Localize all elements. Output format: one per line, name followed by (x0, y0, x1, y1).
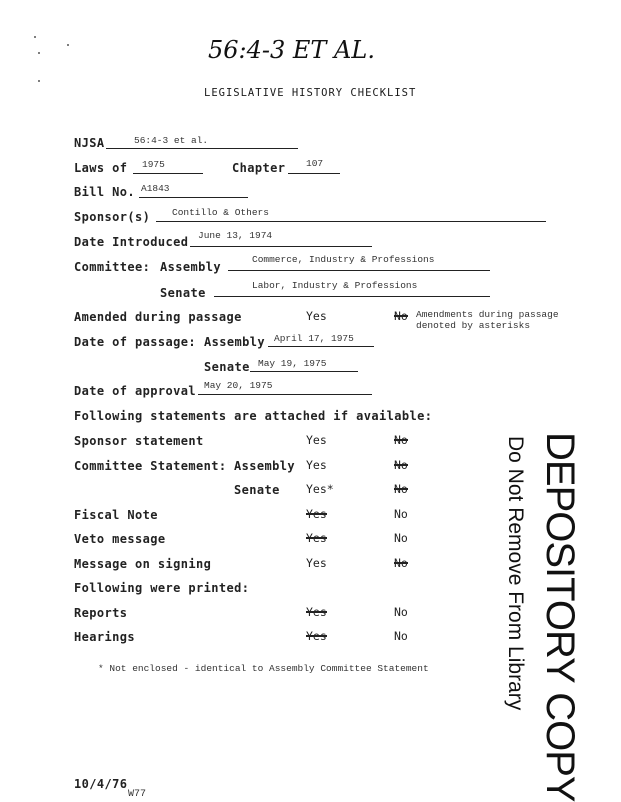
message-signing-no-struck: No (394, 556, 408, 570)
date-passage-assembly-value: April 17, 1975 (274, 333, 354, 344)
committee-assembly-underline (228, 270, 490, 271)
depository-stamp-line2: Do Not Remove From Library (504, 436, 527, 711)
bill-label: Bill No. (74, 185, 135, 199)
message-signing-label: Message on signing (74, 557, 212, 571)
scan-speck (38, 52, 40, 54)
date-passage-label: Date of passage: (74, 335, 196, 349)
statements-heading: Following statements are attached if available: (74, 409, 433, 423)
message-signing-no (394, 556, 408, 570)
committee-senate-label: Senate (160, 286, 206, 300)
chapter-value: 107 (306, 158, 324, 169)
laws-label: Laws of (74, 161, 128, 175)
message-signing-yes: Yes (306, 556, 327, 570)
committee-statement-assembly-no (394, 458, 408, 472)
fiscal-note-yes-struck: Yes (306, 507, 327, 521)
njsa-underline (106, 148, 298, 149)
date-passage-senate-value: May 19, 1975 (258, 358, 327, 369)
date-approval-label: Date of approval (74, 384, 196, 398)
veto-message-yes-struck: Yes (306, 531, 327, 545)
committee-statement-assembly-no-struck: No (394, 458, 408, 472)
veto-message-label: Veto message (74, 532, 166, 546)
hearings-yes-struck: Yes (306, 629, 327, 643)
scan-speck (34, 36, 36, 38)
sponsor-statement-label: Sponsor statement (74, 434, 204, 448)
committee-label: Committee: (74, 260, 151, 274)
hearings-label: Hearings (74, 630, 135, 644)
fiscal-note-yes (306, 507, 327, 521)
sponsor-statement-yes: Yes (306, 433, 327, 447)
sponsor-value: Contillo & Others (172, 207, 269, 218)
laws-underline (133, 173, 203, 174)
footnote: * Not enclosed - identical to Assembly Committee Statement (98, 663, 429, 674)
reports-no: No (394, 605, 408, 619)
veto-message-no: No (394, 531, 408, 545)
depository-stamp-line1: DEPOSITORY COPY (538, 432, 582, 802)
hearings-no: No (394, 629, 408, 643)
bill-value: A1843 (141, 183, 170, 194)
reports-label: Reports (74, 606, 128, 620)
amended-no-struck: No (394, 309, 408, 323)
laws-value: 1975 (142, 159, 165, 170)
reports-yes-struck: Yes (306, 605, 327, 619)
amended-note-2: denoted by asterisks (416, 320, 531, 331)
scan-speck (67, 44, 69, 46)
page-title: LEGISLATIVE HISTORY CHECKLIST (204, 87, 417, 99)
committee-statement-senate-yes: Yes* (306, 482, 334, 496)
committee-assembly-value: Commerce, Industry & Professions (252, 254, 435, 265)
committee-statement-assembly-label: Assembly (234, 459, 295, 473)
footer-date: 10/4/76 (74, 777, 128, 791)
date-approval-underline (198, 394, 372, 395)
njsa-label: NJSA (74, 136, 105, 150)
fiscal-note-label: Fiscal Note (74, 508, 158, 522)
amended-no (394, 309, 408, 323)
committee-statement-senate-no-struck: No (394, 482, 408, 496)
reports-yes (306, 605, 327, 619)
date-passage-assembly-label: Assembly (204, 335, 265, 349)
handwritten-reference: 56:4-3 ET AL. (208, 36, 375, 64)
chapter-label: Chapter (232, 161, 286, 175)
sponsor-underline (156, 221, 546, 222)
committee-statement-senate-no (394, 482, 408, 496)
sponsor-statement-no-struck: No (394, 433, 408, 447)
amended-label: Amended during passage (74, 310, 242, 324)
fiscal-note-no: No (394, 507, 408, 521)
scan-speck (38, 80, 40, 82)
hearings-yes (306, 629, 327, 643)
committee-senate-underline (214, 296, 490, 297)
date-passage-senate-underline (250, 371, 358, 372)
printed-heading: Following were printed: (74, 581, 250, 595)
njsa-value: 56:4-3 et al. (134, 135, 209, 146)
date-introduced-label: Date Introduced (74, 235, 189, 249)
committee-statement-senate-label: Senate (234, 483, 280, 497)
bill-underline (139, 197, 248, 198)
date-approval-value: May 20, 1975 (204, 380, 273, 391)
committee-senate-value: Labor, Industry & Professions (252, 280, 418, 291)
sponsor-label: Sponsor(s) (74, 210, 151, 224)
amended-note-1: Amendments during passage (416, 309, 559, 320)
veto-message-yes (306, 531, 327, 545)
date-introduced-value: June 13, 1974 (198, 230, 273, 241)
chapter-underline (288, 173, 340, 174)
committee-assembly-label: Assembly (160, 260, 221, 274)
committee-statement-assembly-yes: Yes (306, 458, 327, 472)
footer-code: W77 (128, 789, 147, 800)
committee-statement-label: Committee Statement: (74, 459, 227, 473)
date-passage-senate-label: Senate (204, 360, 250, 374)
amended-yes: Yes (306, 309, 327, 323)
date-passage-assembly-underline (268, 346, 374, 347)
date-introduced-underline (190, 246, 372, 247)
sponsor-statement-no (394, 433, 408, 447)
